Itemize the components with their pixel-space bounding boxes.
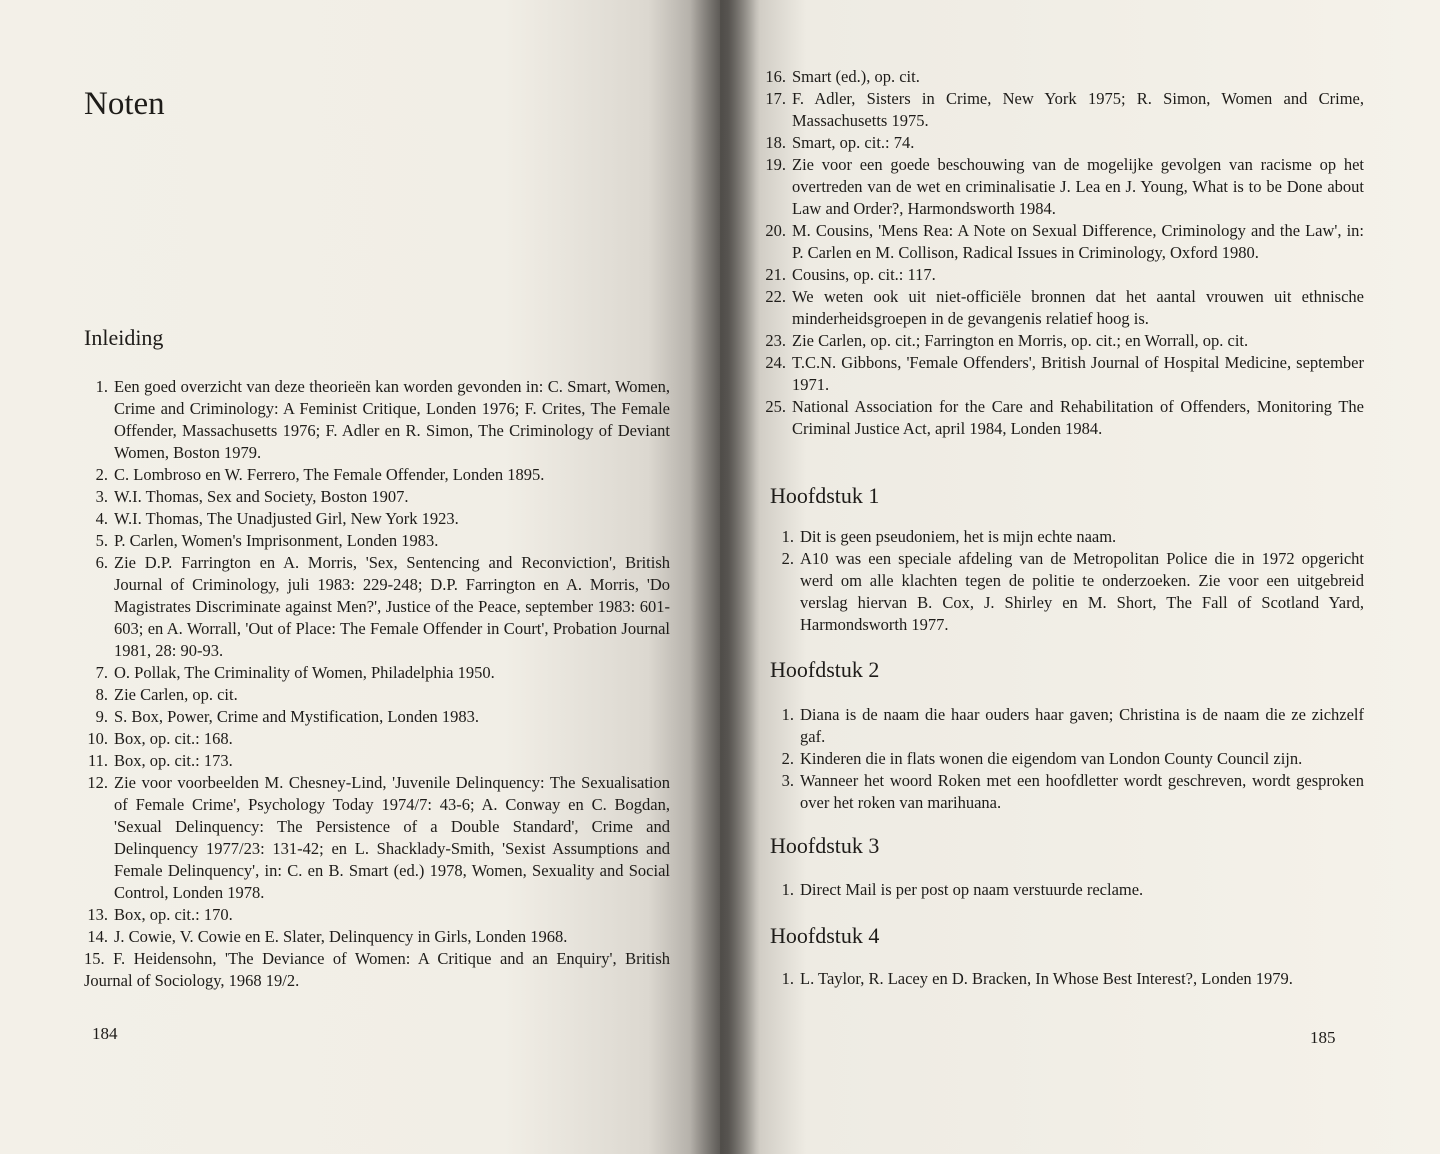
- note-text: Zie Carlen, op. cit.; Farrington en Morris, op. cit.; en Worrall, op. cit.: [792, 331, 1249, 350]
- note-number: 25.: [765, 397, 786, 416]
- page-number-left: 184: [92, 1024, 118, 1043]
- note-number: 3.: [781, 771, 794, 790]
- note-number: 5.: [95, 531, 108, 550]
- notes-list-hoofdstuk-1: [770, 526, 1364, 636]
- note-number: 2.: [781, 749, 794, 768]
- note-item: [84, 486, 670, 508]
- note-text: Diana is de naam die haar ouders haar gaven; Christina is de naam die ze zichzelf gaf.: [800, 705, 1364, 746]
- note-text: Box, op. cit.: 168.: [114, 729, 233, 748]
- section-heading-hoofdstuk-2: Hoofdstuk 2: [770, 657, 880, 682]
- notes-list-continued: [762, 66, 1364, 440]
- note-text: P. Carlen, Women's Imprisonment, Londen 1983.: [114, 531, 439, 550]
- note-item: [770, 968, 1364, 990]
- note-number: 11.: [87, 751, 108, 770]
- note-item: [84, 684, 670, 706]
- note-text: L. Taylor, R. Lacey en D. Bracken, In Whose Best Interest?, Londen 1979.: [800, 969, 1293, 988]
- note-item: [84, 376, 670, 464]
- note-text: 15. F. Heidensohn, 'The Deviance of Women: A Critique and an Enquiry', British Journal of Sociology, 1968 19/2.: [84, 949, 670, 990]
- note-item: [770, 748, 1364, 770]
- note-text: Box, op. cit.: 170.: [114, 905, 233, 924]
- note-item: [762, 132, 1364, 154]
- note-number: 1.: [95, 377, 108, 396]
- note-number: 3.: [95, 487, 108, 506]
- section-heading-hoofdstuk-1: Hoofdstuk 1: [770, 483, 880, 508]
- note-text: O. Pollak, The Criminality of Women, Philadelphia 1950.: [114, 663, 495, 682]
- section-heading-hoofdstuk-4: Hoofdstuk 4: [770, 923, 880, 948]
- note-number: 23.: [765, 331, 786, 350]
- page-number-right: 185: [1310, 1028, 1336, 1047]
- note-number: 9.: [95, 707, 108, 726]
- note-text: Zie D.P. Farrington en A. Morris, 'Sex, Sentencing and Reconviction', British Journal of Criminology, juli 1983: 229-248; D.P. Farrington en A. Morris, 'Do Magistrates Discriminate against Men?', Justice of the Peace, september 1983: 601-603; en A. Worrall, 'Out of Place: The Female Offender in Court', Probation Journal 1981, 28: 90-93.: [114, 553, 670, 660]
- note-text: S. Box, Power, Crime and Mystification, Londen 1983.: [114, 707, 480, 726]
- note-number: 2.: [781, 549, 794, 568]
- note-number: 17.: [765, 89, 786, 108]
- note-text: Cousins, op. cit.: 117.: [792, 265, 936, 284]
- note-item: [84, 508, 670, 530]
- note-text: A10 was een speciale afdeling van de Metropolitan Police die in 1972 opgericht werd om alle klachten tegen de politie te onderzoeken. Zie voor een uitgebreid verslag hiervan B. Cox, J. Shirley en M. Short, The Fall of Scotland Yard, Harmondsworth 1977.: [800, 549, 1364, 634]
- note-item: [770, 770, 1364, 814]
- note-number: 14.: [87, 927, 108, 946]
- note-item: [762, 264, 1364, 286]
- note-item: [84, 706, 670, 728]
- notes-list-hoofdstuk-4: [770, 968, 1364, 990]
- note-number: 10.: [87, 729, 108, 748]
- note-item: [762, 66, 1364, 88]
- note-number: 2.: [95, 465, 108, 484]
- note-text: F. Adler, Sisters in Crime, New York 1975; R. Simon, Women and Crime, Massachusetts 1975.: [792, 89, 1364, 130]
- note-text: Wanneer het woord Roken met een hoofdletter wordt geschreven, wordt gesproken over het roken van marihuana.: [800, 771, 1364, 812]
- note-text: T.C.N. Gibbons, 'Female Offenders', British Journal of Hospital Medicine, september 1971.: [792, 353, 1364, 394]
- note-item: [84, 728, 670, 750]
- note-text: W.I. Thomas, The Unadjusted Girl, New York 1923.: [114, 509, 459, 528]
- note-text: Kinderen die in flats wonen die eigendom van London County Council zijn.: [800, 749, 1303, 768]
- note-item: [762, 154, 1364, 220]
- note-number: 12.: [87, 773, 108, 792]
- note-text: National Association for the Care and Rehabilitation of Offenders, Monitoring The Criminal Justice Act, april 1984, Londen 1984.: [792, 397, 1364, 438]
- note-item: [84, 464, 670, 486]
- note-text: Smart, op. cit.: 74.: [792, 133, 915, 152]
- note-number: 24.: [765, 353, 786, 372]
- note-text: Direct Mail is per post op naam verstuurde reclame.: [800, 880, 1144, 899]
- section-heading-hoofdstuk-3: Hoofdstuk 3: [770, 833, 880, 858]
- note-item: [84, 948, 670, 992]
- note-number: 13.: [87, 905, 108, 924]
- note-item: [84, 926, 670, 948]
- notes-list-inleiding: [84, 376, 670, 992]
- note-text: Zie Carlen, op. cit.: [114, 685, 238, 704]
- note-number: 19.: [765, 155, 786, 174]
- note-item: [770, 879, 1364, 901]
- note-number: 1.: [781, 969, 794, 988]
- note-text: C. Lombroso en W. Ferrero, The Female Offender, Londen 1895.: [114, 465, 545, 484]
- note-item: [770, 704, 1364, 748]
- note-number: 21.: [765, 265, 786, 284]
- note-text: We weten ook uit niet-officiële bronnen dat het aantal vrouwen uit ethnische minderheidsgroepen in de gevangenis relatief hoog is.: [792, 287, 1364, 328]
- note-item: [84, 552, 670, 662]
- note-item: [762, 88, 1364, 132]
- note-number: 1.: [781, 880, 794, 899]
- note-number: 7.: [95, 663, 108, 682]
- notes-list-hoofdstuk-3: [770, 879, 1364, 901]
- note-item: [762, 286, 1364, 330]
- note-number: 18.: [765, 133, 786, 152]
- book-gutter-shadow: [690, 0, 760, 1154]
- note-item: [762, 220, 1364, 264]
- note-number: 16.: [765, 67, 786, 86]
- note-number: 1.: [781, 527, 794, 546]
- note-item: [84, 662, 670, 684]
- note-number: 8.: [95, 685, 108, 704]
- section-heading-inleiding: Inleiding: [84, 325, 164, 350]
- note-item: [762, 352, 1364, 396]
- note-item: [770, 526, 1364, 548]
- note-number: 22.: [765, 287, 786, 306]
- right-page: [720, 0, 1440, 1154]
- note-number: 20.: [765, 221, 786, 240]
- note-item: [84, 904, 670, 926]
- note-item: [762, 330, 1364, 352]
- notes-list-hoofdstuk-2: [770, 704, 1364, 814]
- note-text: Zie voor voorbeelden M. Chesney-Lind, 'Juvenile Delinquency: The Sexualisation of Female Crime', Psychology Today 1974/7: 43-6; A. Conway en C. Bogdan, 'Sexual Delinquency: The Persistence of a Double Standard', Crime and Delinquency 1977/23: 131-42; en L. Shacklady-Smith, 'Sexist Assumptions and Female Delinquency', in: C. en B. Smart (ed.) 1978, Women, Sexuality and Social Control, Londen 1978.: [114, 773, 670, 902]
- note-number: 6.: [95, 553, 108, 572]
- note-item: [84, 772, 670, 904]
- note-text: M. Cousins, 'Mens Rea: A Note on Sexual Difference, Criminology and the Law', in: P. Carlen en M. Collison, Radical Issues in Criminology, Oxford 1980.: [792, 221, 1364, 262]
- note-text: J. Cowie, V. Cowie en E. Slater, Delinquency in Girls, Londen 1968.: [114, 927, 568, 946]
- note-item: [84, 530, 670, 552]
- note-number: 4.: [95, 509, 108, 528]
- note-item: [84, 750, 670, 772]
- note-text: Smart (ed.), op. cit.: [792, 67, 920, 86]
- note-number: 1.: [781, 705, 794, 724]
- note-text: W.I. Thomas, Sex and Society, Boston 1907.: [114, 487, 409, 506]
- note-text: Dit is geen pseudoniem, het is mijn echte naam.: [800, 527, 1117, 546]
- note-item: [770, 548, 1364, 636]
- page-title: Noten: [84, 86, 165, 122]
- note-text: Box, op. cit.: 173.: [114, 751, 233, 770]
- note-text: Zie voor een goede beschouwing van de mogelijke gevolgen van racisme op het overtreden van de wet en criminalisatie J. Lea en J. Young, What is to be Done about Law and Order?, Harmondsworth 1984.: [792, 155, 1364, 218]
- note-item: [762, 396, 1364, 440]
- note-text: Een goed overzicht van deze theorieën kan worden gevonden in: C. Smart, Women, Crime and Criminology: A Feminist Critique, Londen 1976; F. Crites, The Female Offender, Massachusetts 1976; F. Adler en R. Simon, The Criminology of Deviant Women, Boston 1979.: [114, 377, 670, 462]
